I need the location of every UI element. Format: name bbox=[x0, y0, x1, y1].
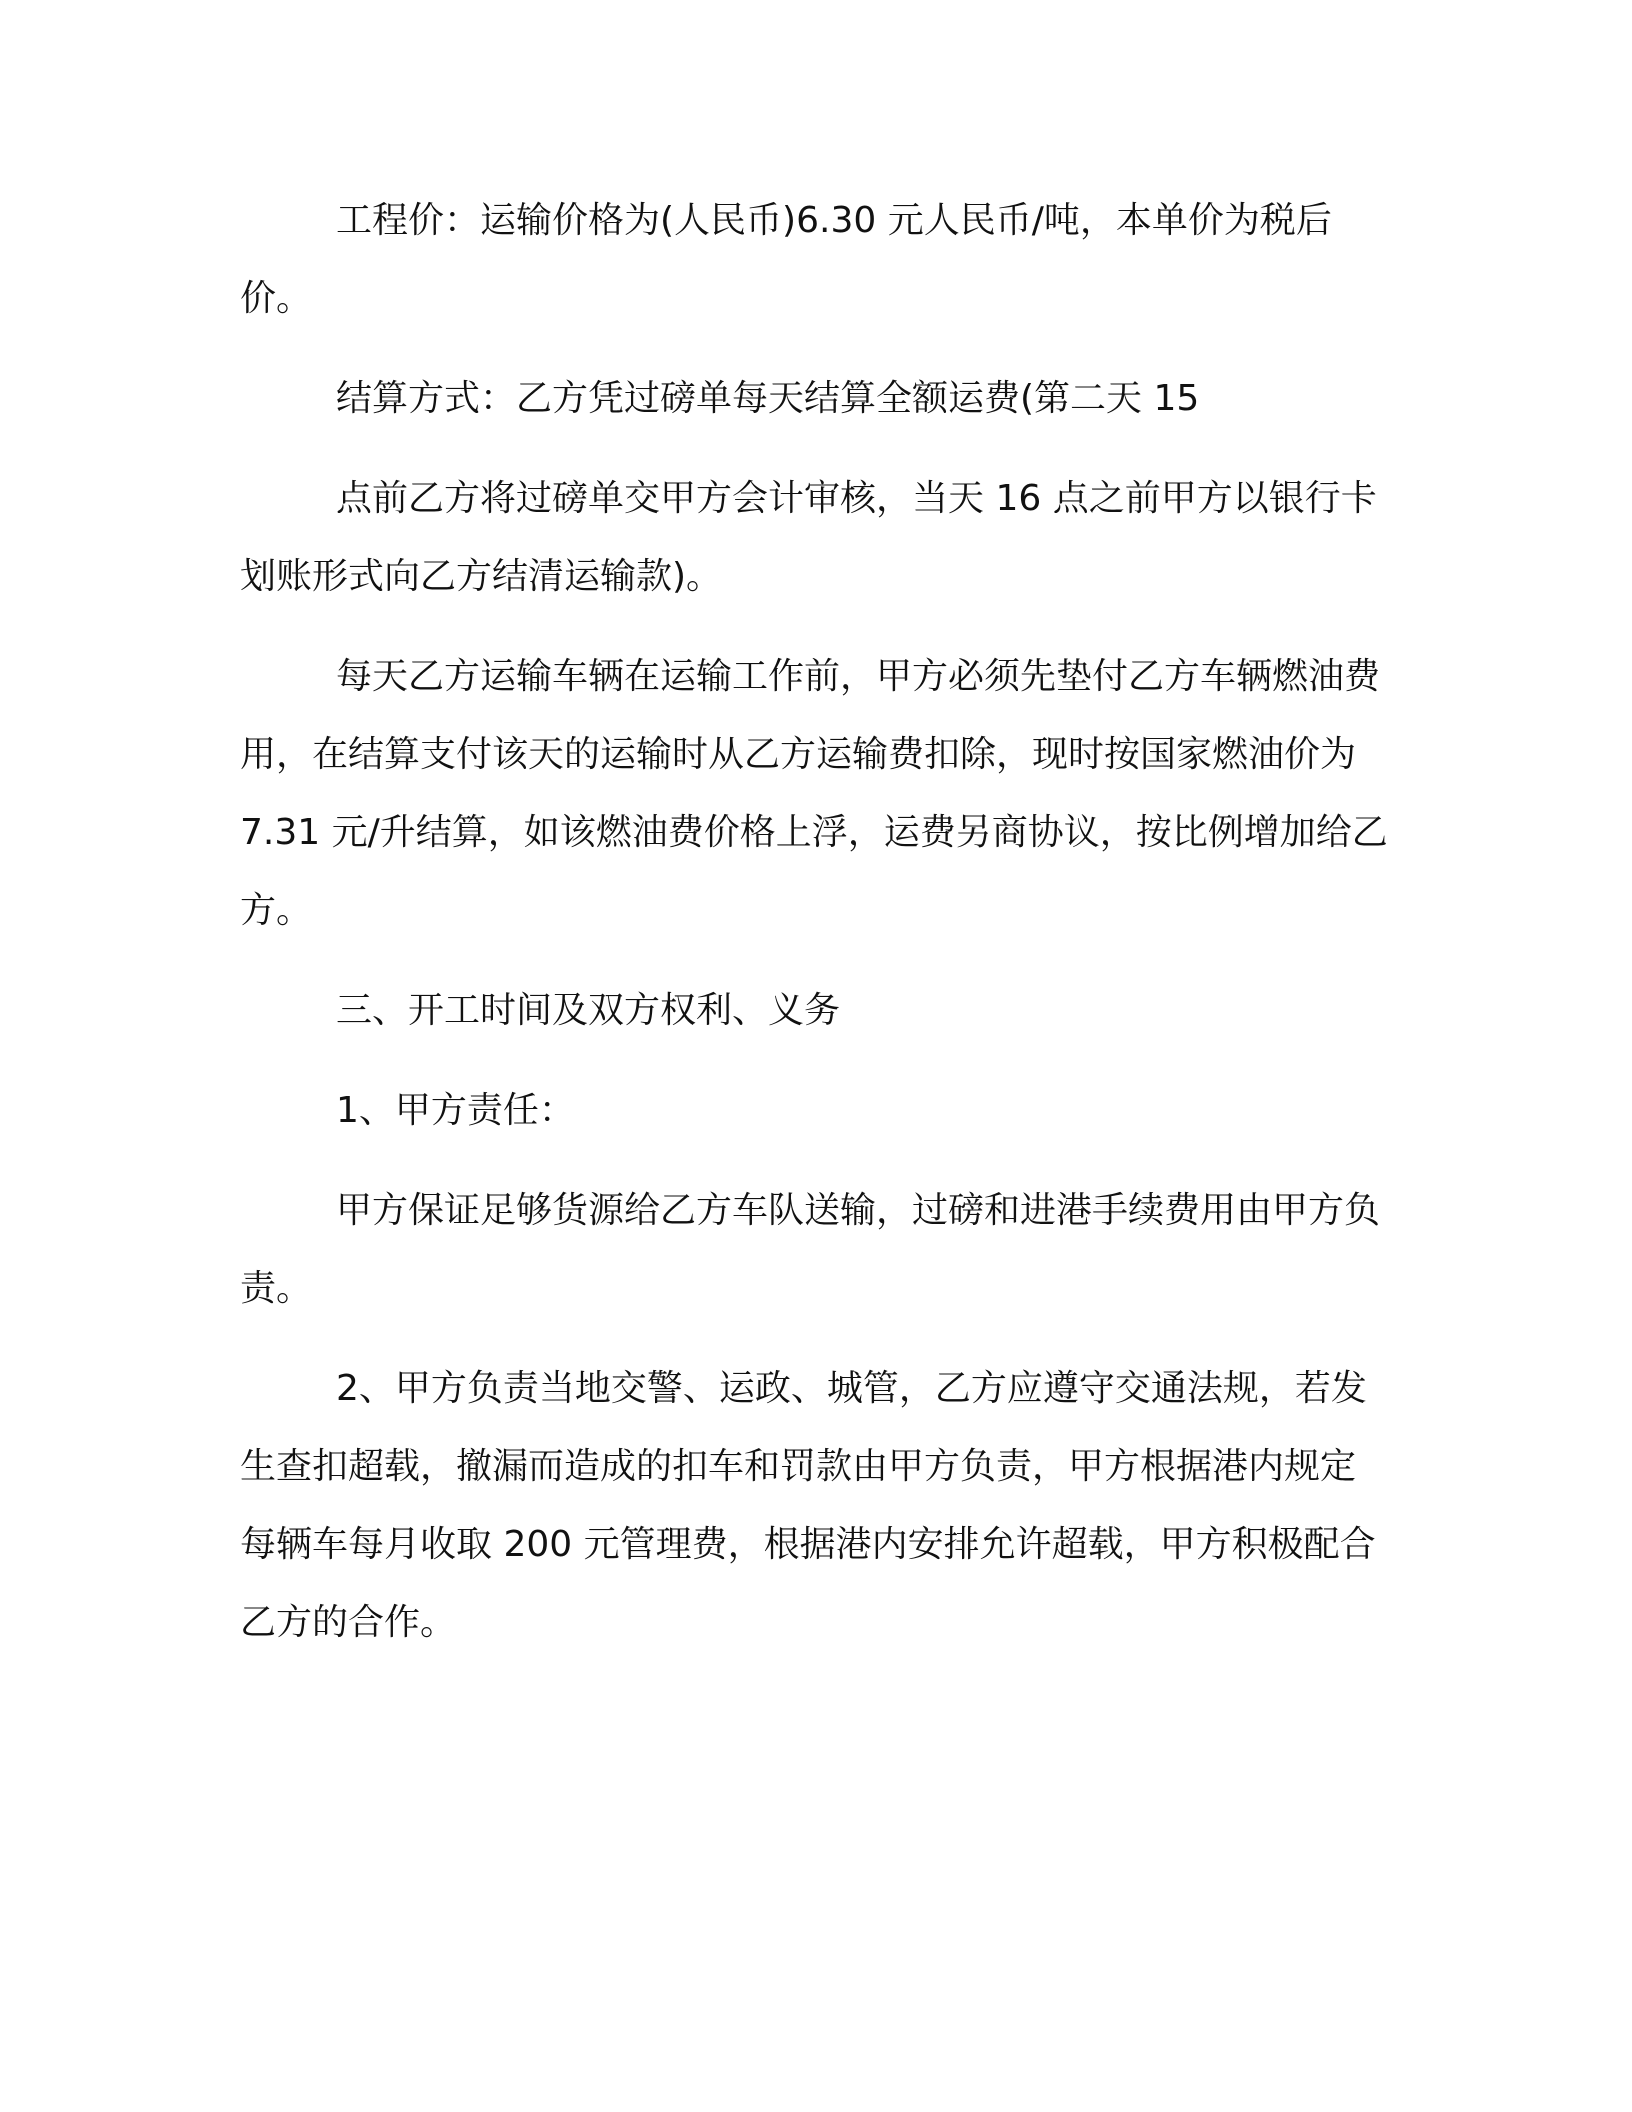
subheading-party-a-duties: 1、甲方责任： bbox=[336, 1090, 575, 1131]
paragraph-settlement-detail: 点前乙方将过磅单交甲方会计审核，当天 16 点之前甲方以银行卡划账形式向乙方结清运输款)。 bbox=[240, 478, 1377, 597]
paragraph-party-a-duty-1: 甲方保证足够货源给乙方车队送输，过磅和进港手续费用由甲方负责。 bbox=[240, 1190, 1381, 1309]
paragraph-fuel-cost: 每天乙方运输车辆在运输工作前，甲方必须先垫付乙方车辆燃油费用，在结算支付该天的运输时从乙方运输费扣除，现时按国家燃油价为 7.31 元/升结算，如该燃油费价格上浮，运费另商协议，按比例增加给乙方。 bbox=[240, 656, 1388, 931]
paragraph-party-a-duty-2: 2、甲方负责当地交警、运政、城管，乙方应遵守交通法规，若发生查扣超载，撤漏而造成的扣车和罚款由甲方负责，甲方根据港内规定每辆车每月收取 200 元管理费，根据港内安排允许超载，甲方积极配合乙方的合作。 bbox=[240, 1368, 1376, 1643]
section-heading-3: 三、开工时间及双方权利、义务 bbox=[336, 990, 841, 1031]
paragraph-engineering-price: 工程价：运输价格为(人民币)6.30 元人民币/吨，本单价为税后价。 bbox=[240, 200, 1332, 319]
paragraph-settlement-method: 结算方式：乙方凭过磅单每天结算全额运费(第二天 15 bbox=[336, 378, 1200, 419]
